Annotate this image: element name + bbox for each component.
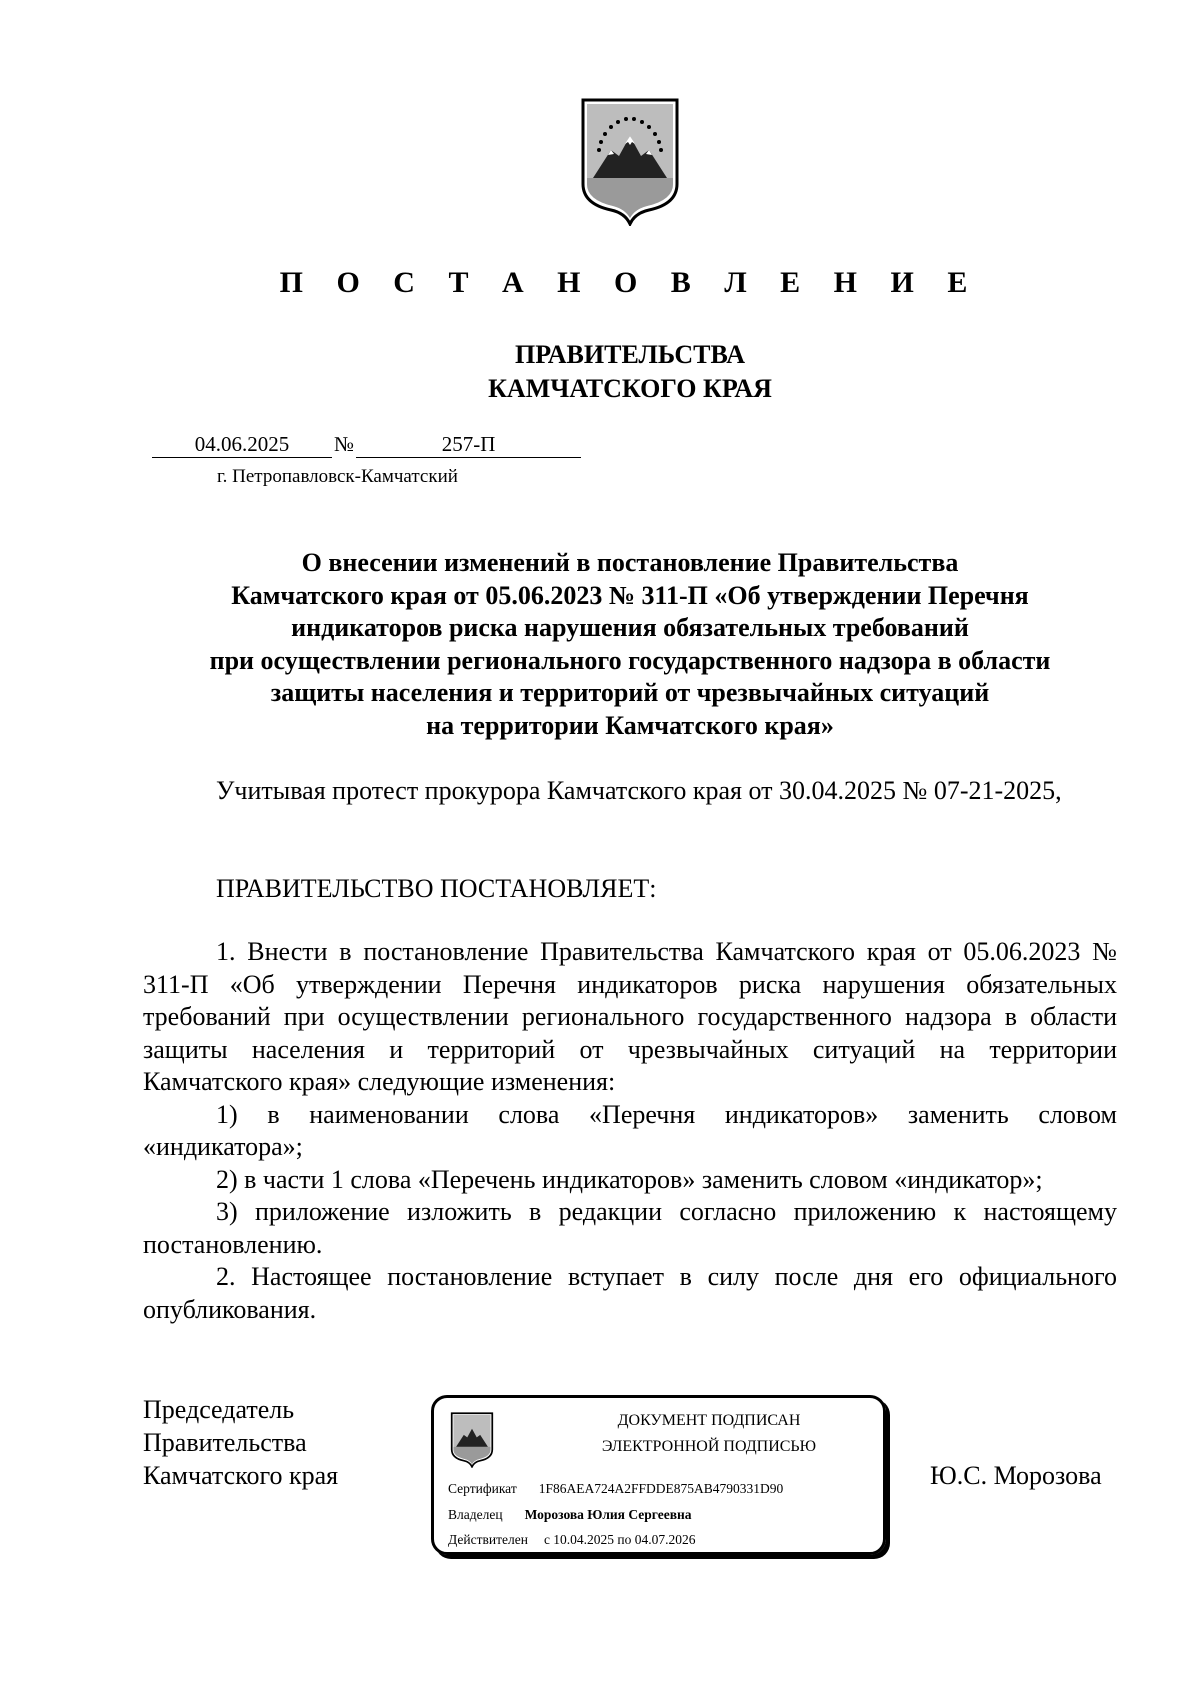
title-line: Камчатского края от 05.06.2023 № 311-П «Об утверждении Перечня	[231, 580, 1029, 610]
certificate-value: 1F86AEA724A2FFDDE875AB4790331D90	[538, 1481, 784, 1496]
owner-value: Морозова Юлия Сергеевна	[524, 1507, 692, 1522]
validity-row	[448, 1531, 696, 1549]
owner-row	[448, 1506, 692, 1524]
issuer-line: ПРАВИТЕЛЬСТВА	[515, 340, 745, 369]
title-line: при осуществлении регионального государственного надзора в области	[209, 645, 1051, 675]
resolution-heading: ПРАВИТЕЛЬСТВО ПОСТАНОВЛЯЕТ:	[216, 874, 657, 903]
city: г. Петропавловск-Камчатский	[217, 466, 458, 487]
body-paragraph: 1. Внести в постановление Правительства Камчатского края от 05.06.2023 № 311-П «Об утверждении Перечня индикаторов риска нарушения обязательных требований при осуществлении регионального государственного надзора в области защиты населения и территорий от чрезвычайных ситуаций на территории Камчатского края» следующие изменения:	[143, 937, 1117, 1096]
body-paragraph: 2. Настоящее постановление вступает в силу после дня его официального опубликования.	[143, 1262, 1117, 1324]
issuer-line: КАМЧАТСКОГО КРАЯ	[488, 374, 772, 403]
body-paragraph: 2) в части 1 слова «Перечень индикаторов» заменить словом «индикатор»;	[216, 1164, 1043, 1194]
registration-line	[152, 431, 581, 457]
electronic-signature-stamp	[431, 1395, 886, 1555]
position-line: Камчатского края	[143, 1461, 339, 1490]
stamp-header-line: ЭЛЕКТРОННОЙ ПОДПИСЬЮ	[601, 1438, 817, 1455]
position-line: Правительства	[143, 1428, 307, 1457]
body-paragraph: 1) в наименовании слова «Перечня индикаторов» заменить словом «индикатора»;	[143, 1099, 1117, 1161]
signatory-name: Ю.С. Морозова	[930, 1461, 1102, 1490]
validity-label: Действителен	[448, 1532, 528, 1547]
document-date: 04.06.2025	[152, 431, 332, 458]
validity-value: с 10.04.2025 по 04.07.2026	[543, 1532, 696, 1547]
coat-of-arms-icon	[579, 98, 681, 226]
stamp-header	[544, 1408, 874, 1460]
document-number: 257-П	[356, 431, 581, 458]
title-line: на территории Камчатского края»	[426, 710, 834, 740]
stamp-header-line: ДОКУМЕНТ ПОДПИСАН	[617, 1412, 801, 1429]
resolution-body	[143, 936, 1117, 1326]
title-line: защиты населения и территорий от чрезвычайных ситуаций	[270, 678, 990, 707]
issuer	[0, 338, 1200, 406]
considering-paragraph	[143, 775, 1117, 808]
number-sign: №	[334, 432, 355, 456]
title-line: индикаторов риска нарушения обязательных требований	[291, 613, 969, 642]
signatory-position	[143, 1393, 338, 1492]
title-line: О внесении изменений в постановление Правительства	[301, 548, 959, 577]
considering-text: Учитывая протест прокурора Камчатского края от 30.04.2025 № 07-21-2025,	[216, 776, 1062, 805]
owner-label: Владелец	[448, 1507, 503, 1522]
document-title	[140, 547, 1120, 742]
certificate-row	[448, 1480, 783, 1498]
position-line: Председатель	[143, 1395, 295, 1424]
body-paragraph: 3) приложение изложить в редакции согласно приложению к настоящему постановлению.	[143, 1197, 1117, 1259]
document-type: П О С Т А Н О В Л Е Н И Е	[279, 266, 981, 299]
certificate-label: Сертификат	[448, 1481, 517, 1496]
coat-of-arms-icon	[450, 1412, 494, 1468]
